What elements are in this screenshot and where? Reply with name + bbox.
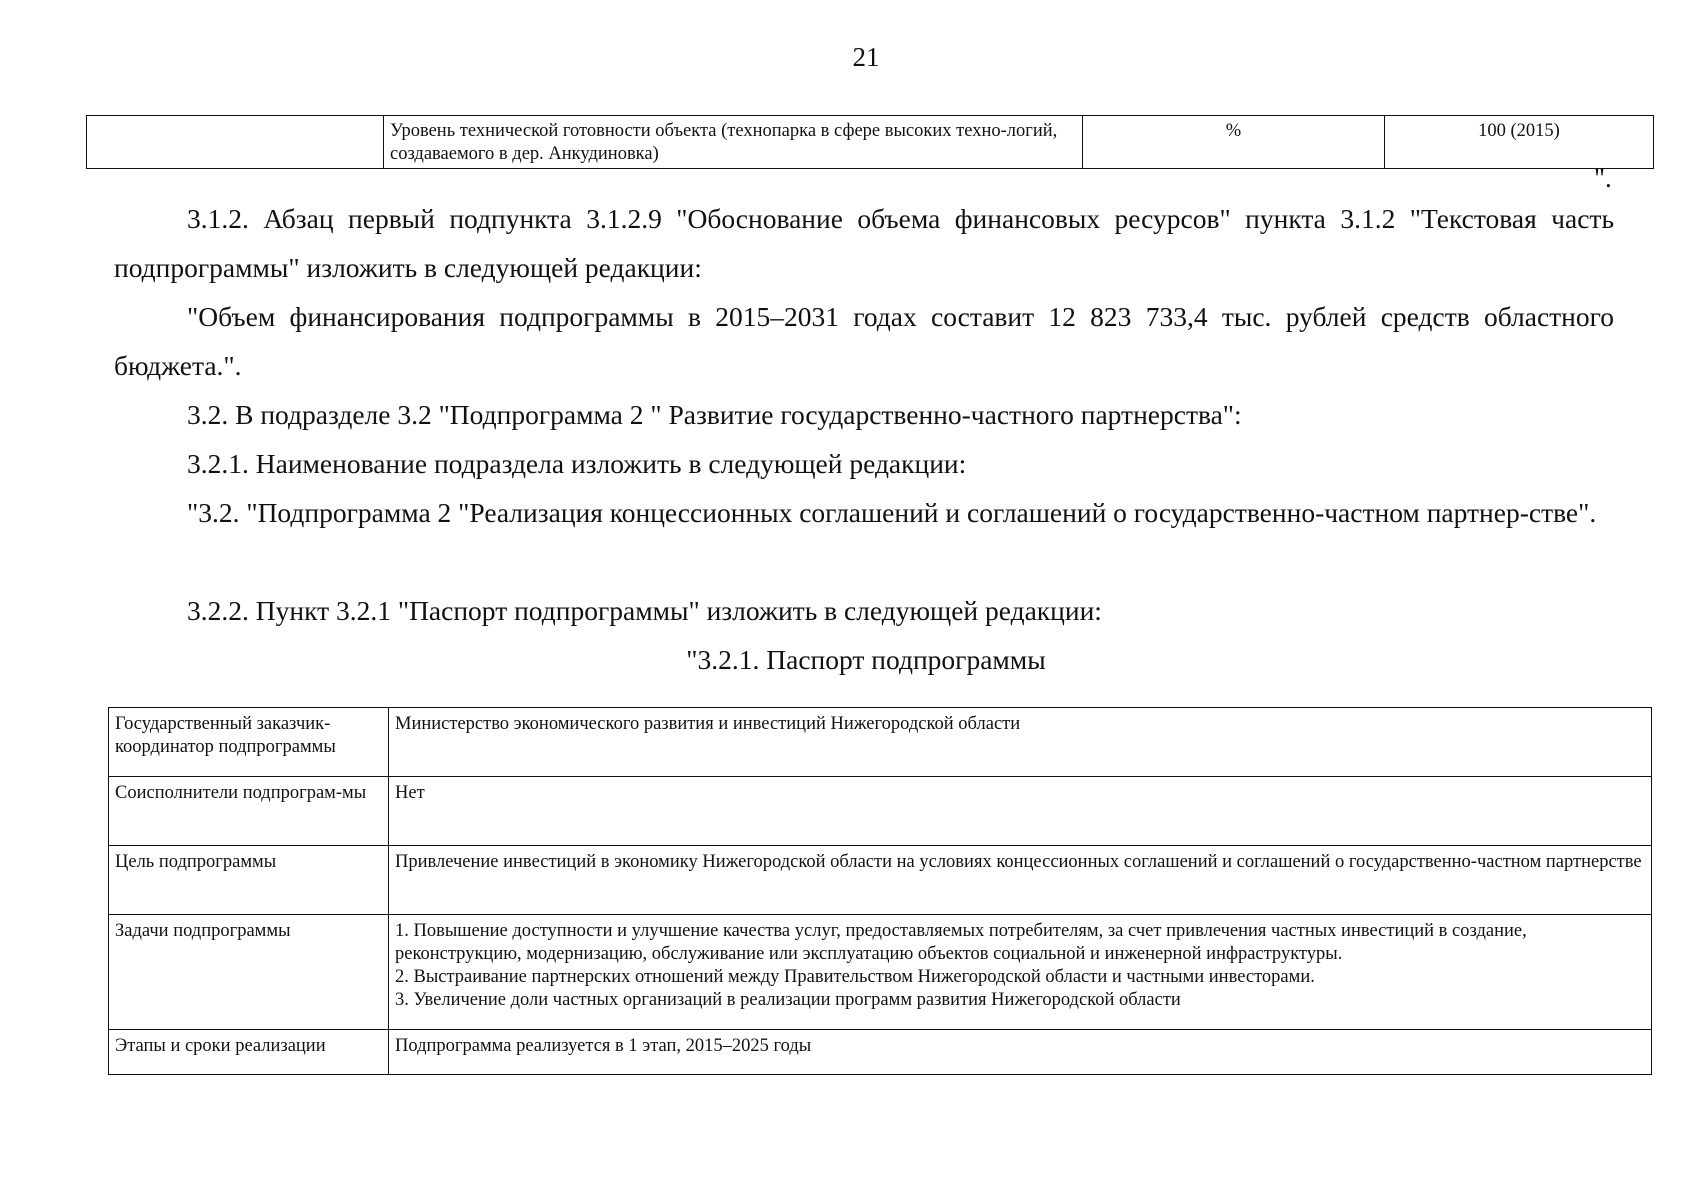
row-label: Цель подпрограммы (109, 846, 389, 915)
closing-quote: ". (1594, 163, 1612, 193)
paragraph-financing: "Объем финансирования подпрограммы в 2015–2031 годах составит 12 823 733,4 тыс. рублей средств областного бюджета.". (114, 301, 1614, 381)
empty-cell (87, 116, 384, 169)
passport-table (108, 707, 1652, 1075)
section-title: "3.2.1. Паспорт подпрограммы (686, 644, 1046, 675)
tasks-cell (389, 915, 1652, 1030)
task-item: 3. Увеличение доли частных организаций в реализации программ развития Нижегородской области (395, 990, 1181, 1010)
row-value: Привлечение инвестиций в экономику Нижегородской области на условиях концессионных соглашений и соглашений о государственно-частном партнерстве (389, 846, 1652, 915)
row-label: Соисполнители подпрограм-мы (109, 777, 389, 846)
paragraph-3-2-1: 3.2.1. Наименование подраздела изложить в следующей редакции: (187, 448, 967, 479)
paragraph-3-2: 3.2. В подразделе 3.2 "Подпрограмма 2 " Развитие государственно-частного партнерства": (187, 399, 1242, 430)
task-item: 2. Выстраивание партнерских отношений между Правительством Нижегородской области и частными инвесторами. (395, 967, 1315, 987)
indicator-cell: Уровень технической готовности объекта (технопарка в сфере высоких техно-логий, создаваемого в дер. Анкудиновка) (384, 116, 1083, 169)
row-value: Министерство экономического развития и инвестиций Нижегородской области (389, 708, 1652, 777)
table-row (87, 116, 1654, 169)
paragraph-3-2-2: 3.2.2. Пункт 3.2.1 "Паспорт подпрограммы" изложить в следующей редакции: (187, 595, 1102, 626)
table-row (109, 777, 1652, 846)
paragraph-new-title: "3.2. "Подпрограмма 2 "Реализация концессионных соглашений и соглашений о государственно-частном партнер-стве". (187, 497, 1597, 528)
value-cell: 100 (2015) (1385, 116, 1654, 169)
row-label: Задачи подпрограммы (109, 915, 389, 1030)
row-label: Государственный заказчик-координатор подпрограммы (109, 708, 389, 777)
page-number: 21 (852, 42, 880, 72)
table-row (109, 708, 1652, 777)
unit-cell: % (1083, 116, 1385, 169)
row-value: Нет (389, 777, 1652, 846)
row-label: Этапы и сроки реализации (109, 1030, 389, 1075)
task-item: 1. Повышение доступности и улучшение качества услуг, предоставляемых потребителям, за счет привлечения частных инвестиций в создание, реконструкцию, модернизацию, обслуживание или эксплуатацию объектов социальной и инженерной инфраструктуры. (395, 921, 1527, 964)
indicators-table-fragment (86, 115, 1654, 169)
paragraph-3-1-2: 3.1.2. Абзац первый подпункта 3.1.2.9 "Обоснование объема финансовых ресурсов" пункта 3.1.2 "Текстовая часть подпрограммы" изложить в следующей редакции: (114, 203, 1614, 283)
table-row (109, 915, 1652, 1030)
row-value: Подпрограмма реализуется в 1 этап, 2015–2025 годы (389, 1030, 1652, 1075)
table-row (109, 846, 1652, 915)
table-row (109, 1030, 1652, 1075)
